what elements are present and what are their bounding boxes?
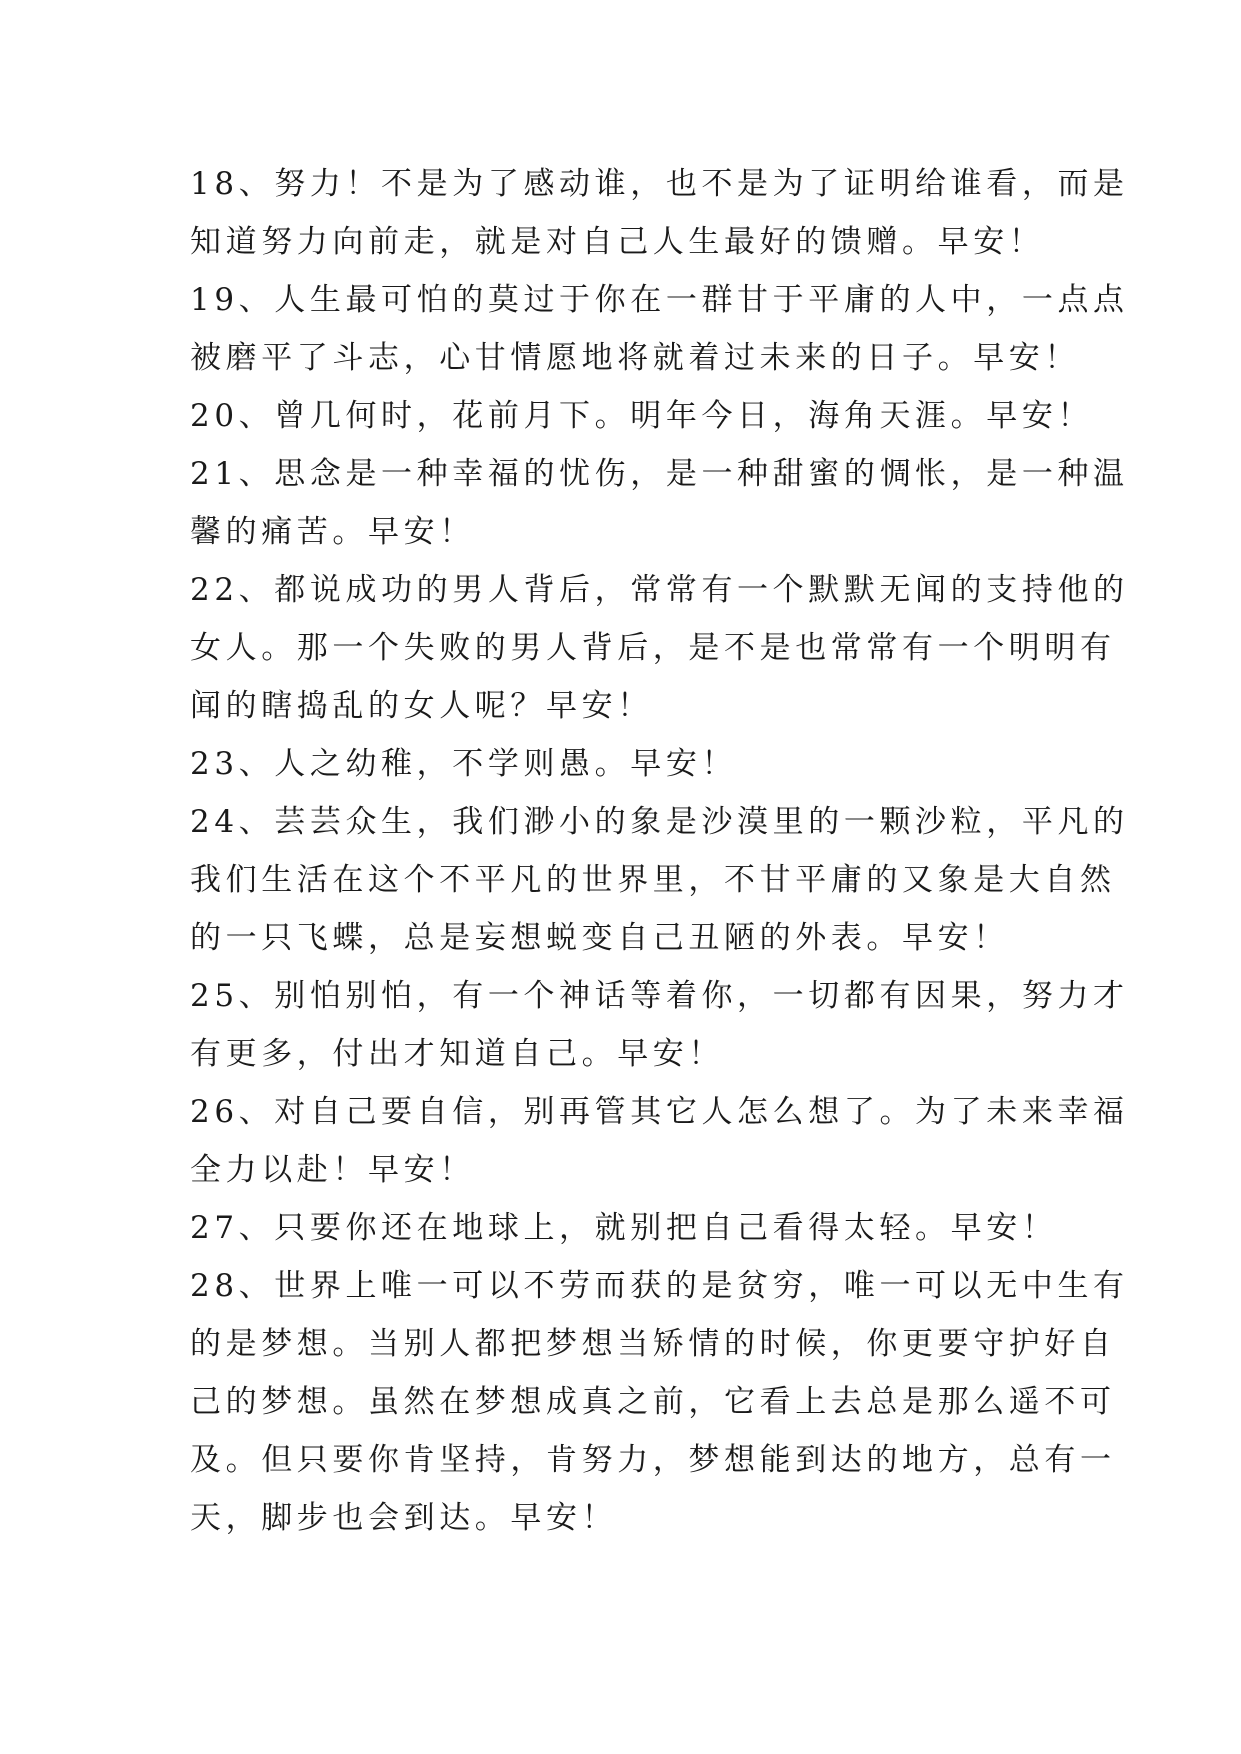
text-line: 馨的痛苦。早安！ <box>190 514 475 550</box>
paragraph-28 <box>190 1257 1129 1547</box>
text-line: 20、曾几何时，花前月下。明年今日，海角天涯。早安！ <box>190 398 1094 434</box>
text-line: 闻的瞎捣乱的女人呢？早安！ <box>190 688 653 724</box>
text-line: 19、人生最可怕的莫过于你在一群甘于平庸的人中，一点点 <box>190 282 1129 318</box>
text-line: 28、世界上唯一可以不劳而获的是贫穷，唯一可以无中生有 <box>190 1268 1129 1304</box>
text-line: 21、思念是一种幸福的忧伤，是一种甜蜜的惆怅，是一种温 <box>190 456 1129 492</box>
text-line: 知道努力向前走，就是对自己人生最好的馈赠。早安！ <box>190 224 1045 260</box>
paragraph-22 <box>190 561 1129 735</box>
text-line: 被磨平了斗志，心甘情愿地将就着过未来的日子。早安！ <box>190 340 1080 376</box>
text-line: 的一只飞蝶，总是妄想蜕变自己丑陋的外表。早安！ <box>190 920 1009 956</box>
document-body <box>190 155 1129 1547</box>
text-line: 23、人之幼稚，不学则愚。早安！ <box>190 746 738 782</box>
paragraph-25 <box>190 967 1129 1083</box>
text-line: 25、别怕别怕，有一个神话等着你，一切都有因果，努力才 <box>190 978 1129 1014</box>
text-line: 己的梦想。虽然在梦想成真之前，它看上去总是那么遥不可 <box>190 1384 1116 1420</box>
text-line: 的是梦想。当别人都把梦想当矫情的时候，你更要守护好自 <box>190 1326 1116 1362</box>
text-line: 及。但只要你肯坚持，肯努力，梦想能到达的地方，总有一 <box>190 1442 1116 1478</box>
text-line: 24、芸芸众生，我们渺小的象是沙漠里的一颗沙粒，平凡的 <box>190 804 1129 840</box>
paragraph-23 <box>190 735 1060 793</box>
text-line: 22、都说成功的男人背后，常常有一个默默无闻的支持他的 <box>190 572 1129 608</box>
text-line: 天，脚步也会到达。早安！ <box>190 1500 618 1536</box>
paragraph-26 <box>190 1083 1129 1199</box>
paragraph-19 <box>190 271 1129 387</box>
text-line: 18、努力！不是为了感动谁，也不是为了证明给谁看，而是 <box>190 166 1129 202</box>
paragraph-27 <box>190 1199 1060 1257</box>
text-line: 有更多，付出才知道自己。早安！ <box>190 1036 724 1072</box>
text-line: 女人。那一个失败的男人背后，是不是也常常有一个明明有 <box>190 630 1116 666</box>
paragraph-24 <box>190 793 1129 967</box>
text-line: 26、对自己要自信，别再管其它人怎么想了。为了未来幸福 <box>190 1094 1129 1130</box>
text-line: 全力以赴！早安！ <box>190 1152 475 1188</box>
text-line: 27、只要你还在地球上，就别把自己看得太轻。早安！ <box>190 1210 1058 1246</box>
paragraph-21 <box>190 445 1129 561</box>
paragraph-18 <box>190 155 1129 271</box>
paragraph-20 <box>190 387 1094 445</box>
text-line: 我们生活在这个不平凡的世界里，不甘平庸的又象是大自然 <box>190 862 1116 898</box>
